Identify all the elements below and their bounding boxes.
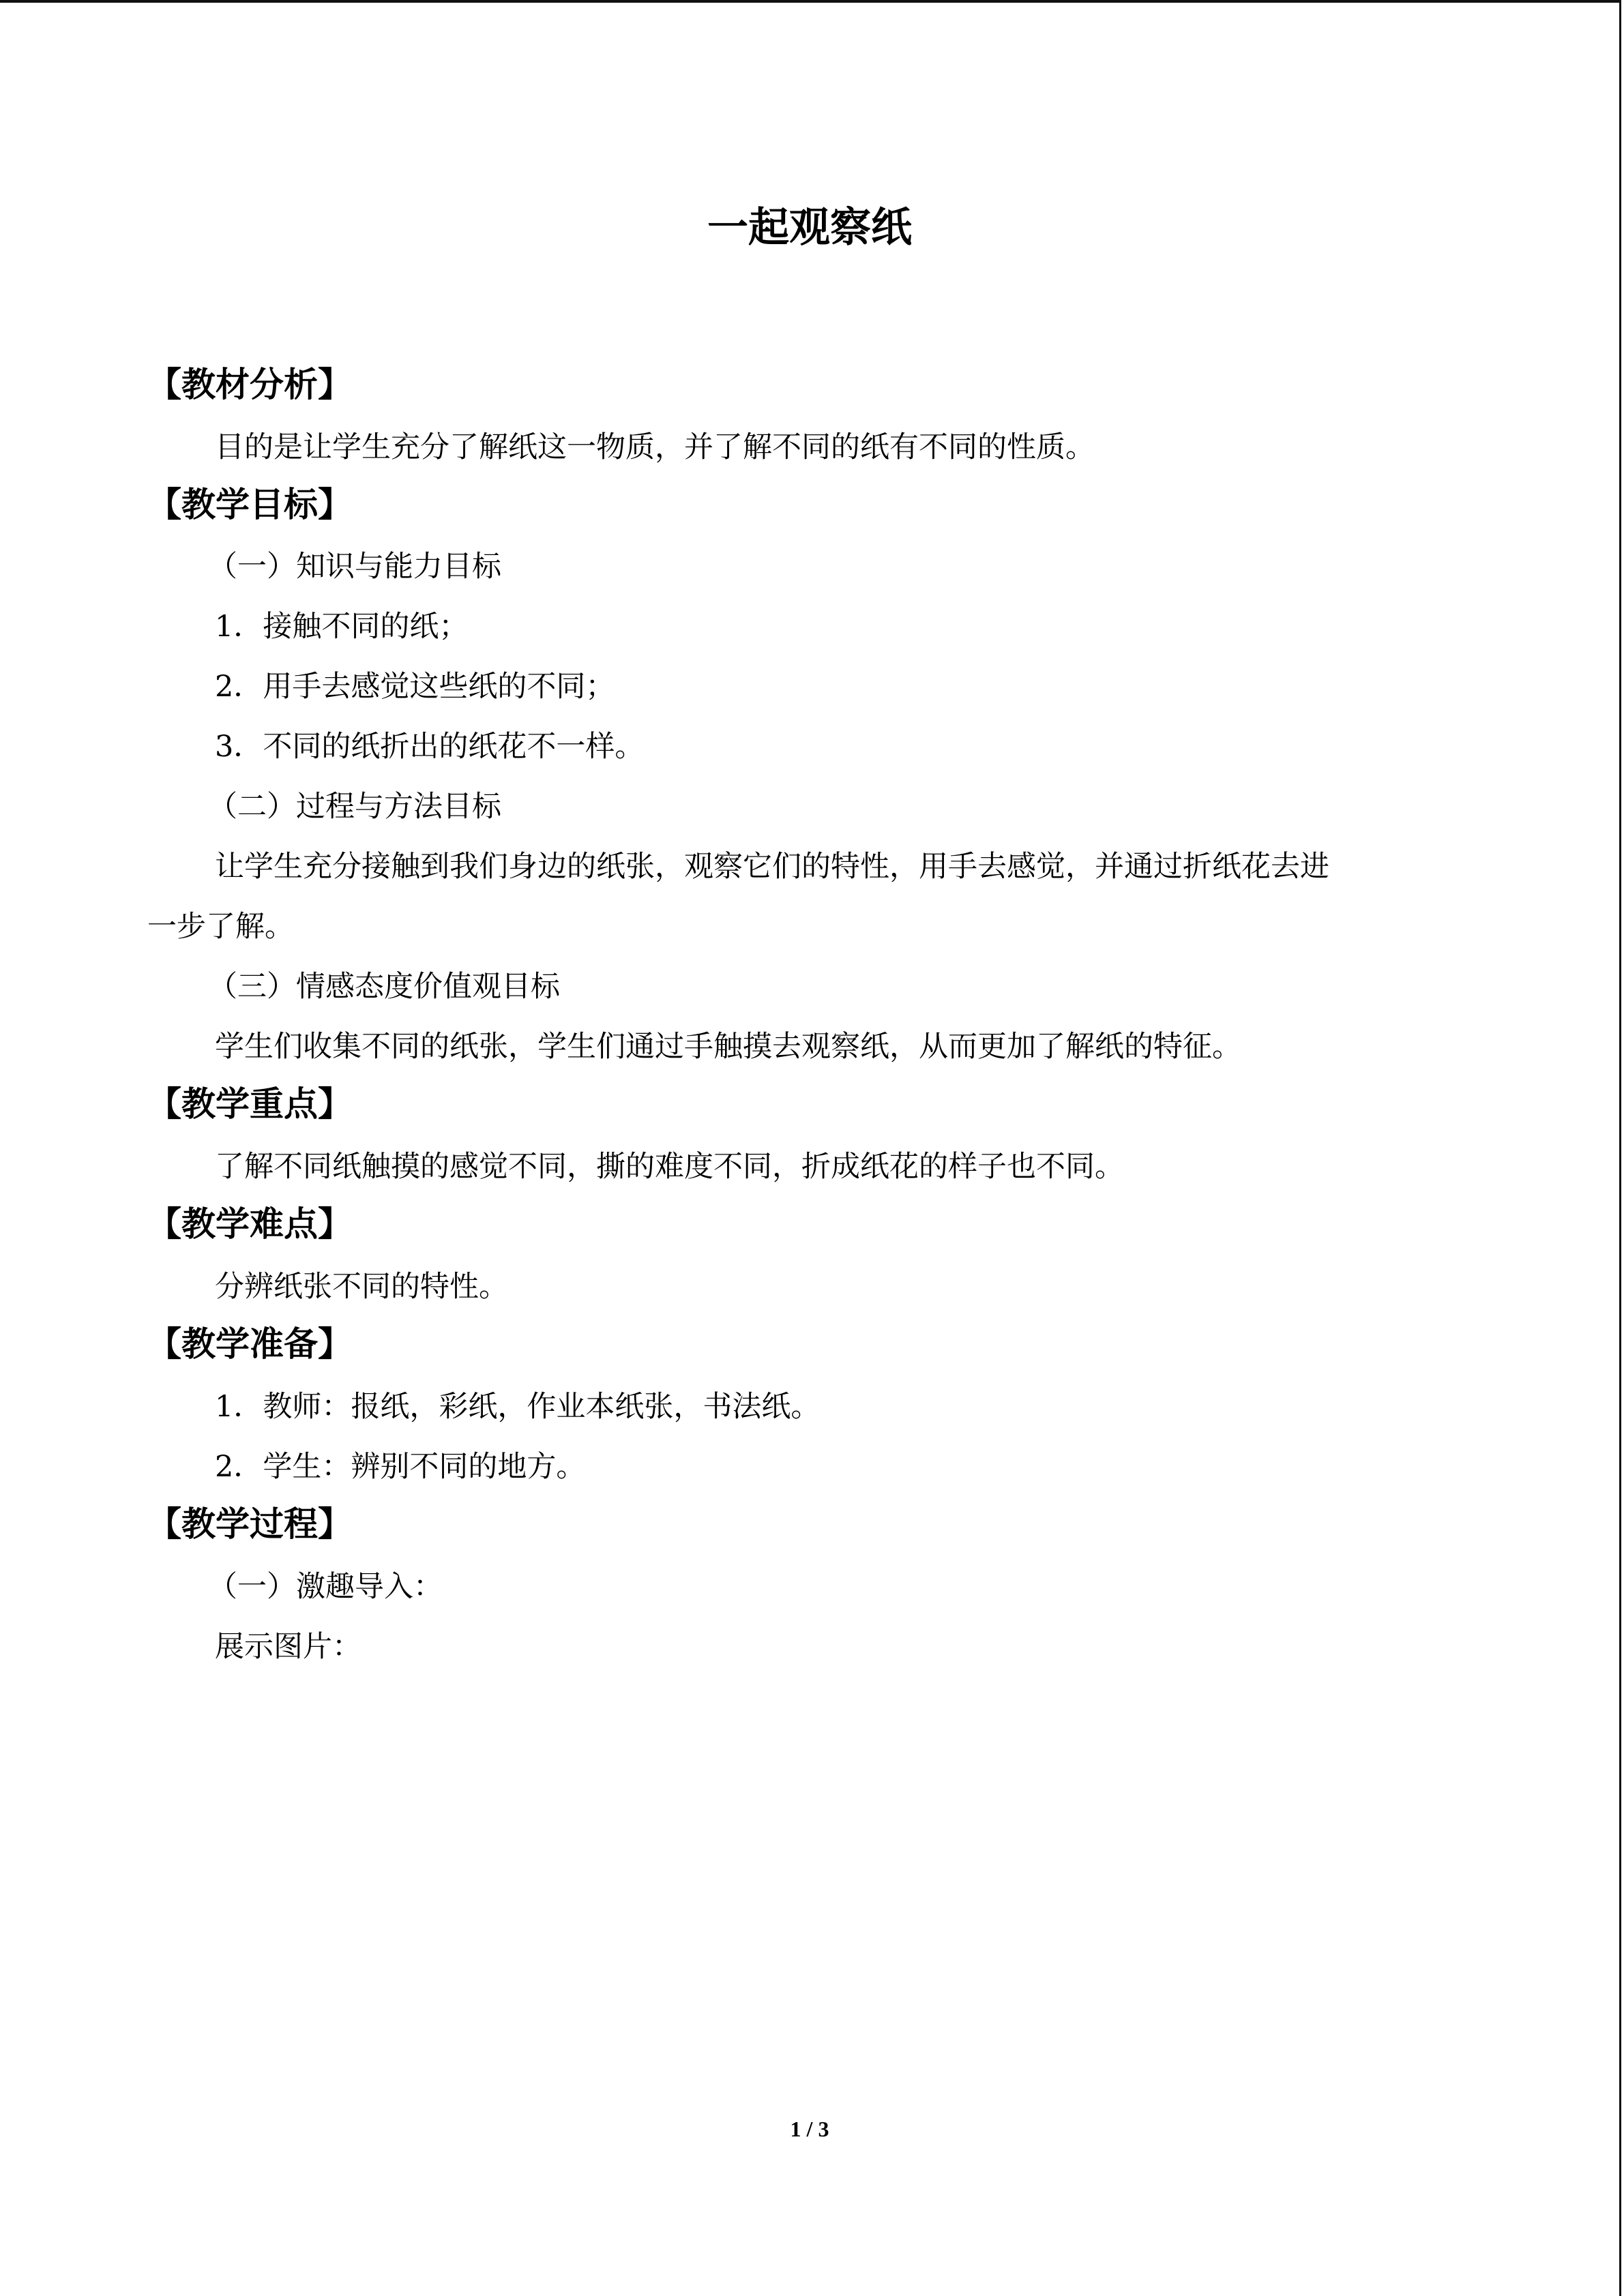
document-title: 一起观察纸 [707, 204, 912, 252]
paragraph: 分辨纸张不同的特性。 [215, 1270, 508, 1304]
list-item: 1．接触不同的纸； [215, 610, 469, 644]
subheading-process-goal: （二）过程与方法目标 [208, 790, 501, 824]
section-heading-teaching-process: 【教学过程】 [147, 1504, 352, 1544]
section-heading-preparation: 【教学准备】 [147, 1324, 352, 1364]
subheading-knowledge-goal: （一）知识与能力目标 [208, 550, 501, 584]
paragraph: 展示图片： [215, 1630, 361, 1664]
paragraph: 目的是让学生充分了解纸这一物质，并了解不同的纸有不同的性质。 [215, 430, 1095, 464]
list-item: 2．用手去感觉这些纸的不同； [215, 670, 615, 704]
paragraph: 学生们收集不同的纸张，学生们通过手触摸去观察纸，从而更加了解纸的特征。 [215, 1030, 1241, 1064]
paragraph: 了解不同纸触摸的感觉不同，撕的难度不同，折成纸花的样子也不同。 [215, 1150, 1124, 1184]
list-item: 2．学生：辨别不同的地方。 [215, 1450, 586, 1484]
subheading-emotion-goal: （三）情感态度价值观目标 [208, 970, 560, 1004]
list-item: 3．不同的纸折出的纸花不一样。 [215, 730, 645, 764]
page-number: 1 / 3 [790, 2117, 829, 2141]
section-heading-difficulties: 【教学难点】 [147, 1204, 352, 1244]
section-heading-key-points: 【教学重点】 [147, 1084, 352, 1124]
paragraph: 让学生充分接触到我们身边的纸张，观察它们的特性，用手去感觉，并通过折纸花去进 [215, 850, 1329, 884]
section-heading-textbook-analysis: 【教材分析】 [147, 364, 352, 404]
list-item: 1．教师：报纸，彩纸，作业本纸张，书法纸。 [215, 1390, 821, 1424]
subheading-introduction: （一）激趣导入： [208, 1570, 443, 1604]
paragraph-continuation: 一步了解。 [147, 910, 294, 944]
section-heading-teaching-goals: 【教学目标】 [147, 484, 352, 524]
